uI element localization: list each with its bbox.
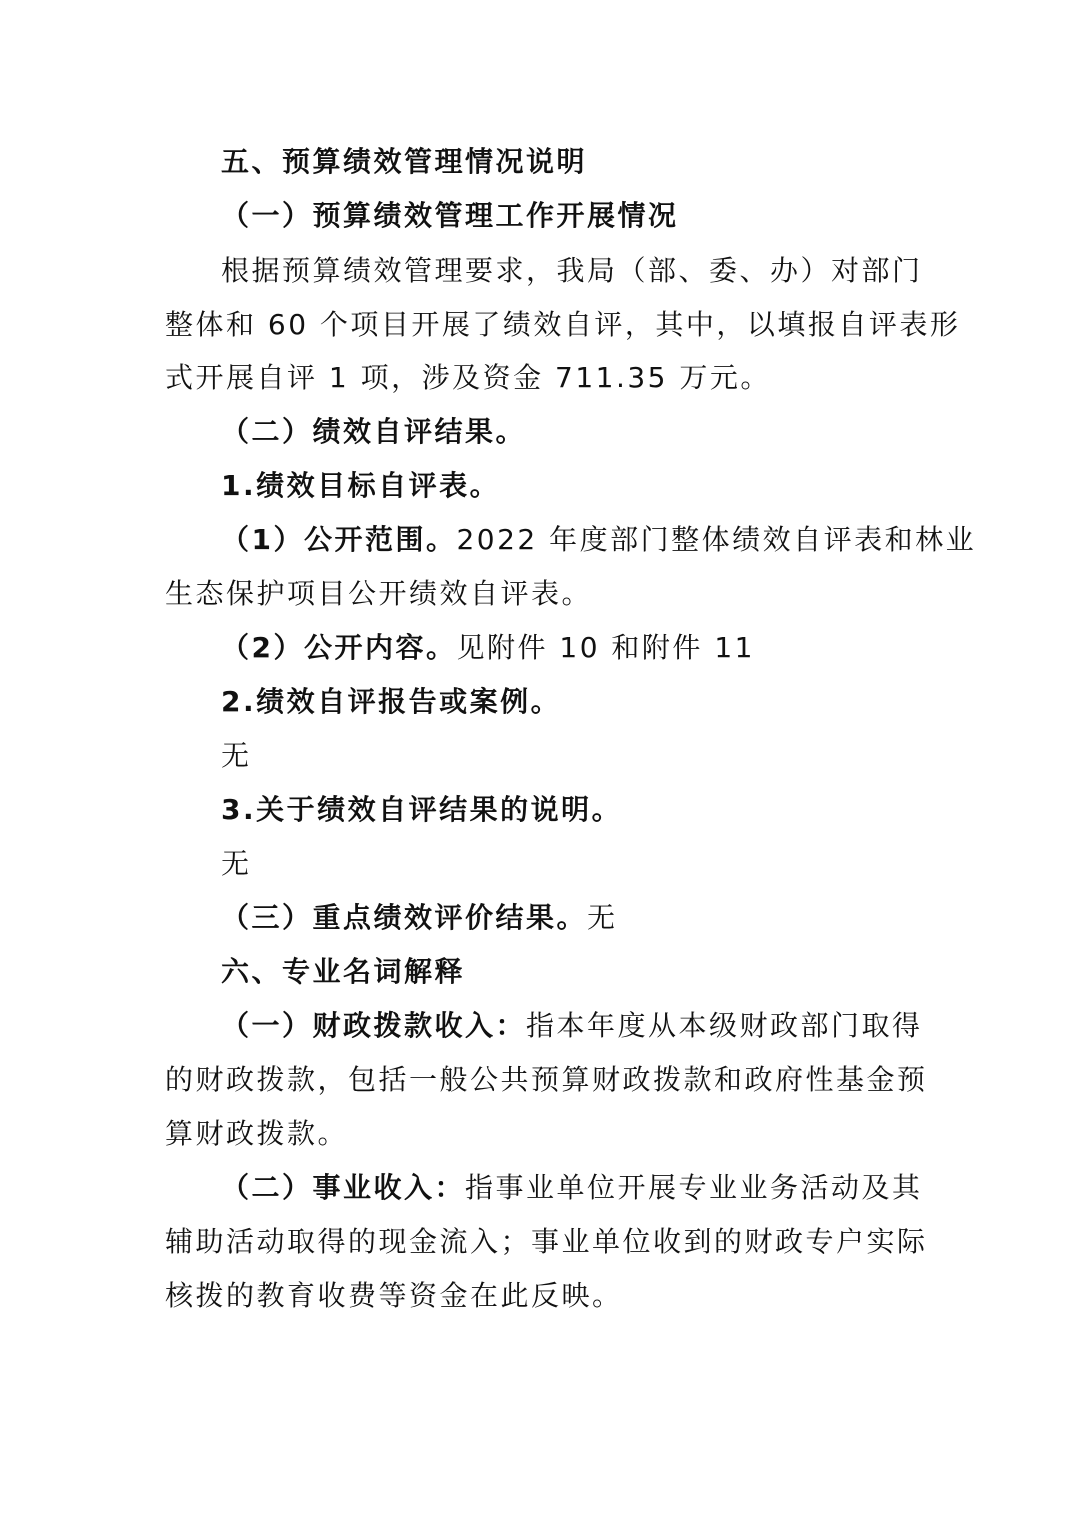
paragraph-line: 式开展自评 1 项，涉及资金 711.35 万元。: [165, 361, 771, 394]
term-1-text: 指本年度从本级财政部门取得: [526, 1009, 923, 1042]
item-3-text: 无: [221, 847, 252, 880]
paragraph-line: 辅助活动取得的现金流入；事业单位收到的财政专户实际: [165, 1225, 928, 1258]
scope-label: （1）公开范围。: [221, 523, 457, 556]
content-line: [221, 628, 755, 668]
subsection-1-title: （一）预算绩效管理工作开展情况: [221, 199, 679, 232]
subsection-3-label: （三）重点绩效评价结果。: [221, 901, 588, 934]
scope-text-continued: 生态保护项目公开绩效自评表。: [165, 577, 593, 610]
content-text: 见附件 10 和附件 11: [456, 631, 755, 664]
subsection-3-text: 无: [587, 901, 618, 934]
term-2-label: （二）事业收入：: [221, 1171, 466, 1204]
paragraph-line: 核拨的教育收费等资金在此反映。: [165, 1279, 623, 1312]
paragraph-line: 的财政拨款，包括一般公共预算财政拨款和政府性基金预: [165, 1063, 928, 1096]
paragraph-line: 整体和 60 个项目开展了绩效自评，其中，以填报自评表形: [165, 308, 961, 341]
item-3-title: 3.关于绩效自评结果的说明。: [221, 793, 623, 826]
item-2-title: 2.绩效自评报告或案例。: [221, 685, 562, 718]
term-1-line: [221, 1006, 923, 1046]
scope-line: [221, 520, 976, 560]
subsection-3-line: [221, 898, 618, 938]
term-1-label: （一）财政拨款收入：: [221, 1009, 527, 1042]
section-5-heading: 五、预算绩效管理情况说明: [221, 145, 588, 178]
subsection-2-title: （二）绩效自评结果。: [221, 415, 527, 448]
scope-text: 2022 年度部门整体绩效自评表和林业: [456, 523, 977, 556]
item-1-title: 1.绩效目标自评表。: [221, 469, 501, 502]
paragraph-line: 算财政拨款。: [165, 1117, 349, 1150]
section-6-heading: 六、专业名词解释: [221, 955, 466, 988]
term-2-text: 指事业单位开展专业业务活动及其: [465, 1171, 923, 1204]
content-label: （2）公开内容。: [221, 631, 457, 664]
term-2-line: [221, 1168, 923, 1208]
paragraph-line: 根据预算绩效管理要求，我局（部、委、办）对部门: [221, 254, 923, 287]
item-2-text: 无: [221, 739, 252, 772]
